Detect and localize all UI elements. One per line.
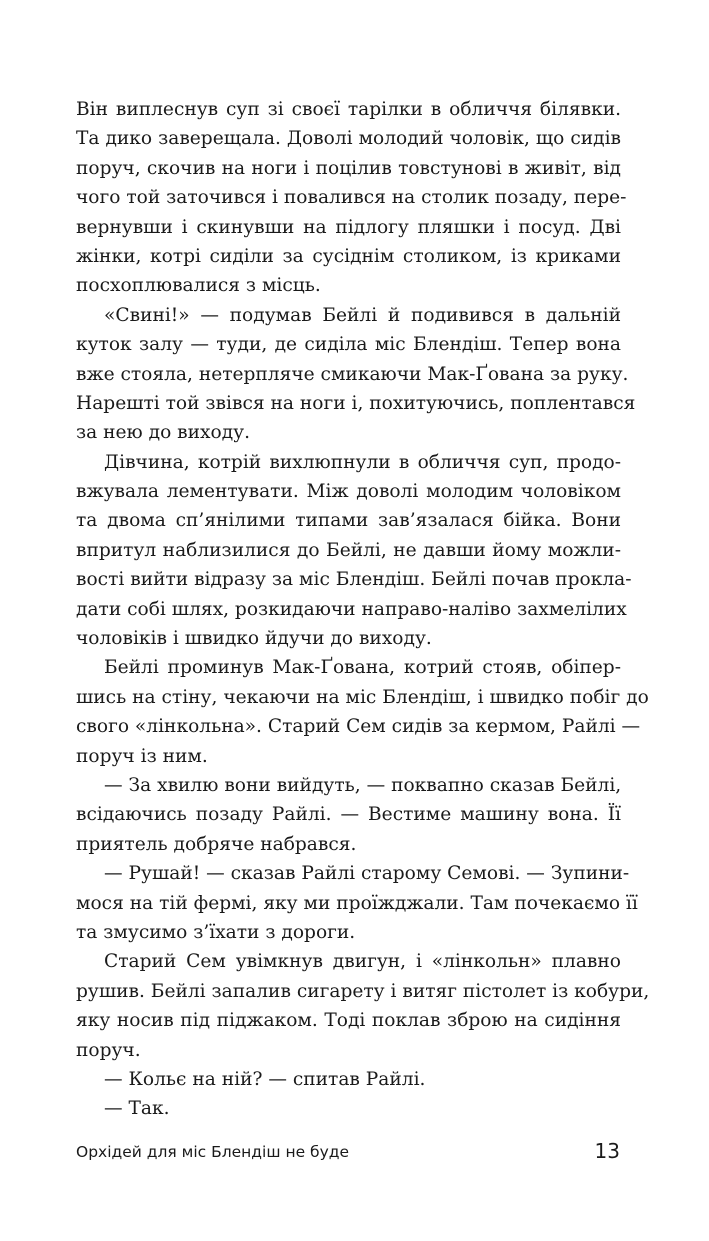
text-line: поруч. (76, 1039, 141, 1061)
text-line: вжувала лементувати. Між доволі молодим чоловіком (76, 481, 621, 503)
text-line: всідаючись позаду Райлі. — Вестиме машину вона. Її (76, 804, 621, 826)
text-line: вже стояла, нетерпляче смикаючи Мак-Ґована за руку. (76, 363, 629, 385)
text-line: Старий Сем увімкнув двигун, і «лінкольн» плавно (104, 951, 621, 973)
text-line: дати собі шлях, розкидаючи направо-наліво захмелілих (76, 598, 627, 620)
text-line: посхоплювалися з місць. (76, 275, 321, 297)
text-line: поруч, скочив на ноги і поцілив товстунові в живіт, від (76, 157, 621, 179)
text-line: жінки, котрі сиділи за сусіднім столиком, із криками (76, 245, 621, 267)
body-text (76, 95, 650, 1124)
text-line: куток залу — туди, де сиділа міс Блендіш. Тепер вона (76, 334, 621, 356)
text-line: та двома сп’янілими типами зав’язалася бійка. Вони (76, 510, 621, 532)
text-line: за нею до виходу. (76, 422, 251, 444)
text-line: впритул наблизилися до Бейлі, не давши йому можли- (76, 539, 621, 561)
text-line: мося на тій фермі, яку ми проїжджали. Там почекаємо її (76, 892, 638, 914)
text-line: та змусимо з’їхати з дороги. (76, 921, 356, 943)
text-line: Нарешті той звівся на ноги і, похитуючись, поплентався (76, 392, 636, 414)
text-line: «Свині!» — подумав Бейлі й подивився в дальній (104, 304, 621, 326)
text-line: вості вийти відразу за міс Блендіш. Бейлі почав прокла- (76, 569, 632, 591)
text-line: приятель добряче набрався. (76, 833, 357, 855)
text-line: Він виплеснув суп зі своєї тарілки в обличчя білявки. (76, 99, 621, 120)
text-line: — За хвилю вони вийдуть, — поквапно сказав Бейлі, (104, 774, 622, 796)
text-line: поруч із ним. (76, 745, 208, 767)
page-number: 13 (594, 1139, 620, 1163)
text-line: чого той заточився і повалився на столик позаду, пере- (76, 187, 627, 209)
text-line: Та дико заверещала. Доволі молодий чоловік, що сидів (76, 128, 621, 150)
text-line: свого «лінкольна». Старий Сем сидів за кермом, Райлі — (76, 716, 641, 738)
text-line: вернувши і скинувши на підлогу пляшки і посуд. Дві (76, 216, 621, 238)
text-line: шись на стіну, чекаючи на міс Блендіш, і швидко побіг до (76, 686, 649, 708)
text-line: чоловіків і швидко йдучи до виходу. (76, 628, 432, 650)
text-line: — Кольє на ній? — спитав Райлі. (104, 1068, 426, 1090)
running-footer-title: Орхідей для міс Блендіш не буде (76, 1143, 350, 1161)
text-line: Бейлі проминув Мак-Ґована, котрий стояв, обіпер- (104, 657, 621, 679)
text-line: — Так. (104, 1098, 170, 1120)
text-line: яку носив під піджаком. Тоді поклав зброю на сидіння (76, 1010, 621, 1032)
text-line: Дівчина, котрій вихлюпнули в обличчя суп, продо- (104, 451, 621, 473)
text-line: — Рушай! — сказав Райлі старому Семові. — Зупини- (104, 863, 630, 885)
text-line: рушив. Бейлі запалив сигарету і витяг пістолет із кобури, (76, 980, 650, 1002)
